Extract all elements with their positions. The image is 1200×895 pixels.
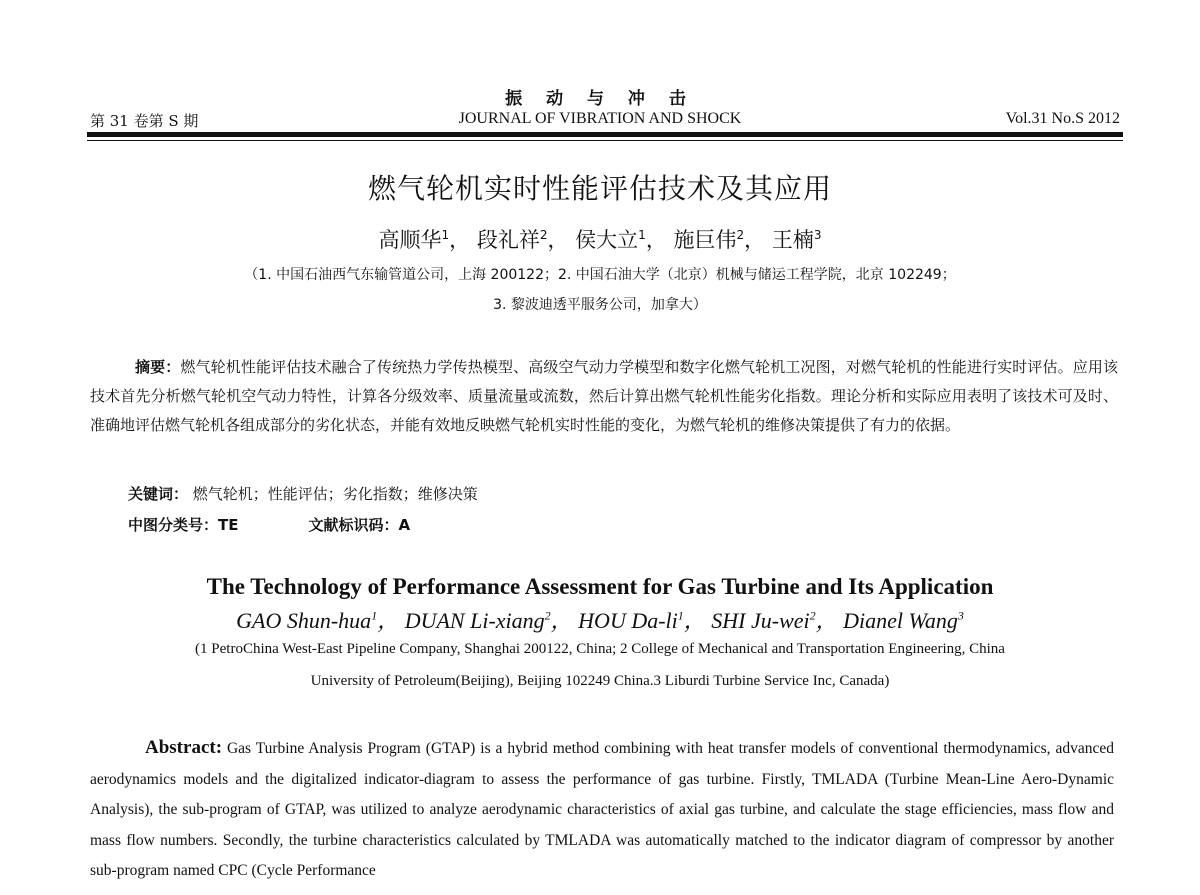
affiliation-cn-line2: 3. 黎波迪透平服务公司，加拿大）: [493, 297, 707, 313]
author-en: DUAN Li-xiang$^2$，: [404, 608, 573, 633]
volume-info: Vol.31 No.S 2012: [1005, 110, 1120, 127]
clc-value: TE: [218, 516, 239, 534]
journal-title-en: JOURNAL OF VIBRATION AND SHOCK: [458, 110, 742, 127]
issue-info-cn: 第 31 卷第 S 期: [90, 112, 199, 130]
author-cn: 王楠$^3$: [771, 228, 822, 252]
header-rule-thin: [87, 140, 1123, 141]
author-en: HOU $Da-li^1$，: [578, 608, 706, 633]
abstract-label-en: Abstract:: [145, 737, 223, 758]
paper-title-cn: 燃气轮机实时性能评估技术及其应用: [367, 172, 832, 205]
author-cn: 高顺华$^1$，: [378, 228, 471, 252]
author-list-en: [0, 604, 1200, 635]
affiliation-cn-line1: （1. 中国石油西气东输管道公司，上海 200122；2. 中国石油大学（北京）机械与储运工程学院，北京 102249；: [244, 267, 956, 283]
author-en: Dianel Wang$^3$: [843, 608, 964, 633]
author-cn: 侯大立$^1$，: [575, 228, 667, 252]
abstract-cn: [90, 353, 1118, 440]
keywords-text-cn: 燃气轮机；性能评估；劣化指数；维修决策: [192, 485, 478, 503]
author-cn: 段礼祥$^2$，: [476, 228, 569, 252]
header-rule-thick: [87, 132, 1123, 137]
affiliation-en-line1: (1 PetroChina West-East Pipeline Company, Shanghai 200122, China; 2 College of Mechanical and Transportation Engineering, China: [195, 641, 1005, 657]
doc-code-value: A: [398, 516, 411, 534]
classification-line: [128, 514, 410, 535]
author-en: SHI Ju-wei$^2$，: [711, 608, 838, 633]
abstract-label-cn: 摘要：: [135, 358, 181, 376]
clc-label: 中图分类号：: [128, 516, 219, 534]
paper-title-en: The Technology of Performance Assessment for Gas Turbine and Its Application: [206, 574, 994, 599]
abstract-text-cn: 燃气轮机性能评估技术融合了传统热力学传热模型、高级空气动力学模型和数字化燃气轮机工况图，对燃气轮机的性能进行实时评估。应用该技术首先分析燃气轮机空气动力特性，计算各分级效率、质量流量或流数，然后计算出燃气轮机性能劣化指数。理论分析和实际应用表明了该技术可及时、准确地评估燃气轮机各组成部分的劣化状态，并能有效地反映燃气轮机实时性能的变化，为燃气轮机的维修决策提供了有力的依据。: [90, 358, 1118, 434]
affiliation-en-line2: University of Petroleum(Beijing), Beijing 102249 China.3 Liburdi Turbine Service Inc, Canada): [310, 673, 890, 689]
author-list-cn: [0, 224, 1200, 254]
author-en: GAO Shun-hua$^1$，: [236, 608, 400, 633]
abstract-en: [90, 733, 1114, 887]
journal-title-cn: 振 动 与 冲 击: [505, 89, 695, 109]
keywords-cn: [128, 483, 478, 504]
author-cn: 施巨伟$^2$，: [673, 228, 766, 252]
abstract-text-en: Gas Turbine Analysis Program (GTAP) is a hybrid method combining with heat transfer models of conventional thermodynamics, advanced aerodynamics models and the digitalized indicator-diagram to assess the performance of gas turbine. Firstly, TMLADA (Turbine Mean-Line Aero-Dynamic Analysis), the sub-program of GTAP, was utilized to analyze aerodynamic characteristics of axial gas turbine, and calculate the stage efficiencies, mass flow and mass flow numbers. Secondly, the turbine characteristics calculated by TMLADA was automatically matched to the indicator diagram of compressor by another sub-program named CPC (Cycle Performance: [90, 740, 1115, 879]
doc-code-label: 文献标识码：: [308, 516, 399, 534]
keywords-label-cn: 关键词：: [128, 485, 189, 503]
